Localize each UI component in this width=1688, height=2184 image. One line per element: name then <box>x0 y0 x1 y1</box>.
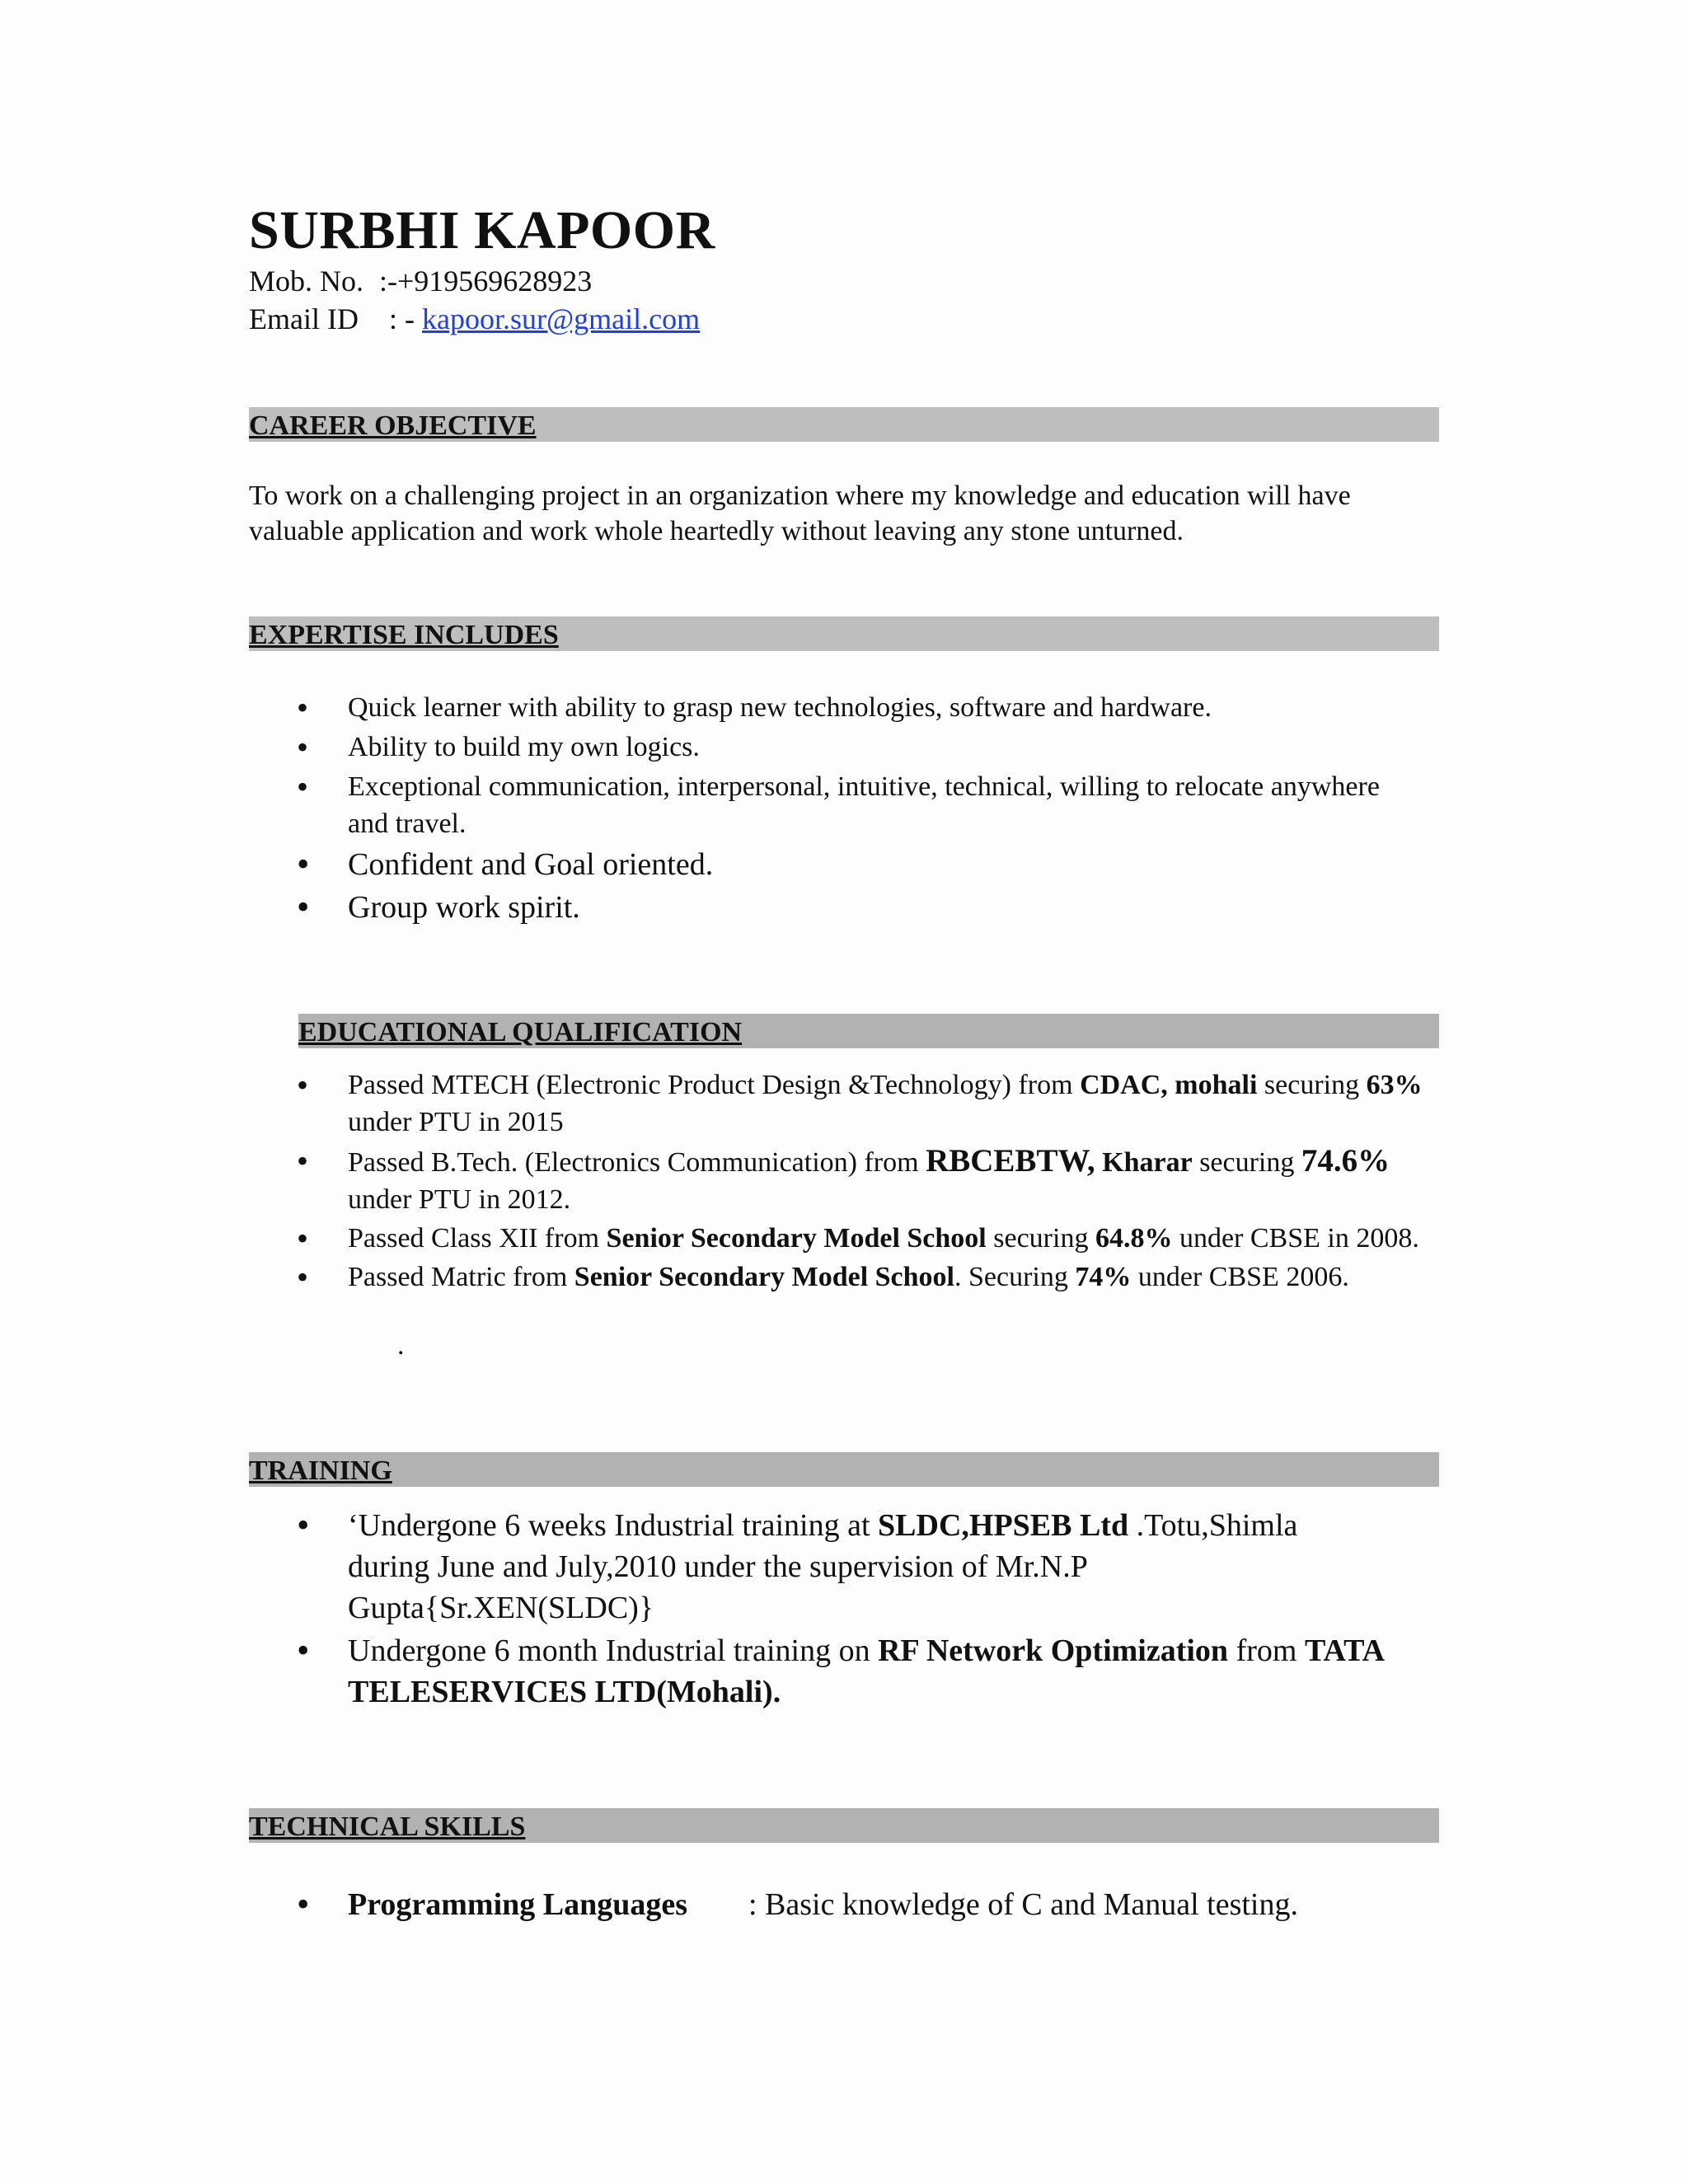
list-item: • Group work spirit. <box>249 887 1403 928</box>
list-item: • Passed B.Tech. (Electronics Communication) from RBCEBTW, Kharar securing 74.6% under PTU in 2012. <box>249 1142 1444 1218</box>
education-list <box>249 1066 1444 1296</box>
list-item: • Exceptional communication, interpersonal, intuitive, technical, willing to relocate anywhere and travel. <box>249 768 1403 842</box>
skill-value: : Basic knowledge of C and Manual testing. <box>748 1887 1298 1922</box>
mobile-value: :-+919569628923 <box>379 265 593 298</box>
list-item: • Ability to build my own logics. <box>249 729 1403 766</box>
candidate-name: SURBHI KAPOOR <box>249 200 715 260</box>
education-heading: EDUCATIONAL QUALIFICATION <box>298 1017 743 1047</box>
mobile-label: Mob. No. <box>249 265 364 298</box>
list-item: • Passed Matric from Senior Secondary Model School. Securing 74% under CBSE 2006. <box>249 1258 1444 1296</box>
list-item <box>249 1884 1444 1925</box>
list-item: • Passed Class XII from Senior Secondary Model School securing 64.8% under CBSE in 2008. <box>249 1220 1444 1257</box>
list-item: • Quick learner with ability to grasp new technologies, software and hardware. <box>249 689 1403 726</box>
expertise-heading-label: EXPERTISE INCLUDES <box>249 620 559 650</box>
email-link[interactable]: kapoor.sur@gmail.com <box>422 302 701 335</box>
email-separator: : - <box>389 302 422 335</box>
list-item: • Confident and Goal oriented. <box>249 844 1403 885</box>
training-bar <box>249 1452 1439 1487</box>
technical-skills-heading: TECHNICAL SKILLS <box>249 1811 526 1842</box>
training-list <box>249 1505 1386 1713</box>
trailing-dot: . <box>397 1330 405 1361</box>
expertise-heading <box>249 618 1050 653</box>
email-line <box>249 300 700 338</box>
mobile-line <box>249 262 592 300</box>
email-label: Email ID <box>249 302 359 335</box>
list-item: • ‘Undergone 6 weeks Industrial training at SLDC,HPSEB Ltd .Totu,Shimla during June and July,2010 under the supervision of Mr.N.P Gupta{Sr.XEN(SLDC)} <box>249 1505 1386 1629</box>
list-item: • Undergone 6 month Industrial training on RF Network Optimization from TATA TELESERVICES LTD(Mohali). <box>249 1630 1386 1713</box>
career-objective-text: To work on a challenging project in an organization where my knowledge and education will have valuable application and work whole heartedly without leaving any stone unturned. <box>249 480 1351 546</box>
training-heading: TRAINING <box>249 1455 392 1486</box>
expertise-list <box>249 689 1403 928</box>
career-objective-heading: CAREER OBJECTIVE <box>249 410 537 441</box>
technical-skills-list <box>249 1884 1444 1925</box>
list-item: • Passed MTECH (Electronic Product Design &Technology) from CDAC, mohali securing 63% under PTU in 2015 <box>249 1066 1444 1141</box>
skill-label: Programming Languages <box>348 1887 688 1922</box>
